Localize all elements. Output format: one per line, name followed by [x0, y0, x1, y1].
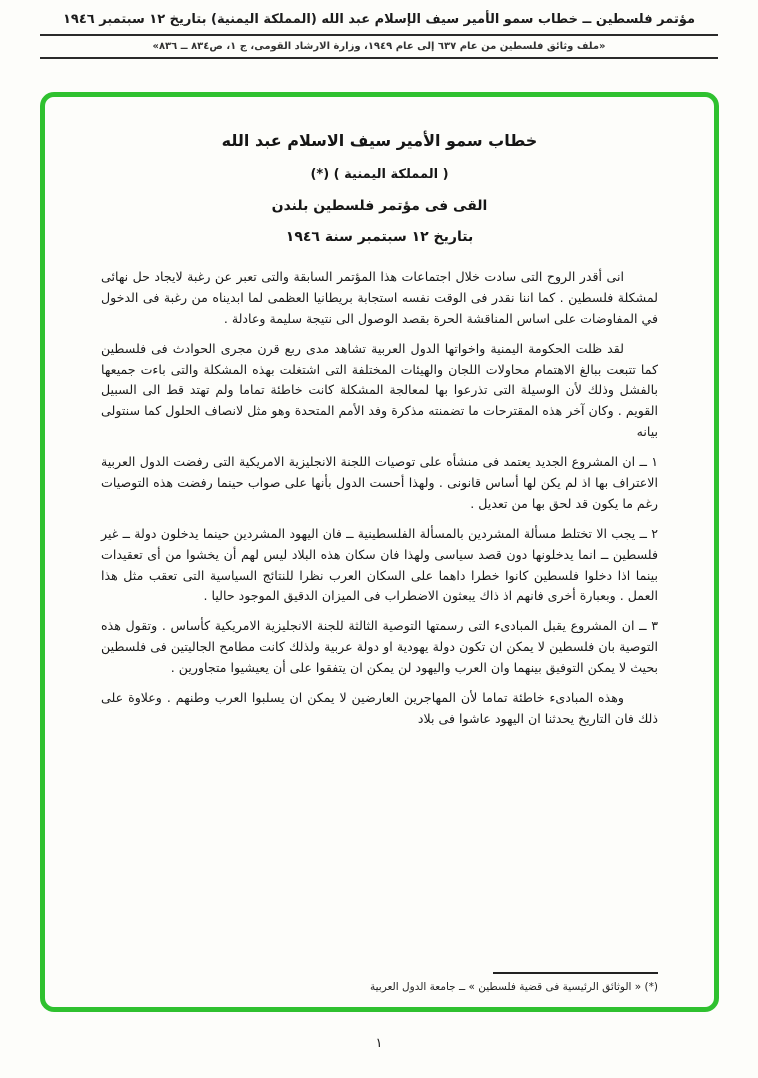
- footnote-divider: [493, 972, 658, 974]
- item-2-text: يجب الا تختلط مسألة المشردين بالمسألة الفلسطينية ــ فان اليهود المشردين حينما يدخلون دولة ــ غير فلسطين ــ انما يدخلونها دون قصد سياسى ولهذا فان سكان هذه البلاد ليس لهم أن يخشوا من أى تعقيدات بينما اذا دخلوا فلسطين كانوا خطرا داهما على السكان العرب نظرا للنتائج السياسية التى تعقب مثل هذا العمل . وبعبارة أخرى فانهم اذ ذاك يبعثون الاضطراب فى الميزان الدقيق الموجود حاليا .: [101, 525, 658, 604]
- scan-header: [0, 0, 758, 59]
- speech-subtitle-kingdom: ( المملكة اليمنية ) (*): [310, 167, 449, 182]
- paragraph-2: لقد ظلت الحكومة اليمنية واخواتها الدول العربية تشاهد مدى ربع قرن مجرى الحوادث فى فلسطين كما تتبعت ببالغ الاهتمام محاولات اللجان والهيئات المختلفة التى اشتغلت بهذه المشكلة والتى باءت جميعها بالفشل وذلك لأن الوسيلة التى تذرعوا بها لمعالجة المشكلة كانت خاطئة تماما ولم تهتد قط الى السبيل القويم . وكان آخر هذه المقترحات ما تضمنته مذكرة وفد الأمم المتحدة وهو مثل لانصاف الحلول كما سنتولى بيانه: [101, 340, 658, 440]
- item-3-text: ان المشروع يقبل المبادىء التى رسمتها التوصية الثالثة للجنة الانجليزية الامريكية كأساس . وتقول هذه التوصية بان فلسطين لا يمكن ان تكون دولة يهودية او دولة عربية ولذلك كانت مطامح الجاليتين فى فلسطين بحيث لا يمكن التوفيق بينهما وان العرب واليهود لن يمكن ان يتفقوا على أن يعيشيوا متجاورين .: [101, 618, 658, 676]
- green-highlight-border: [40, 92, 719, 1012]
- header-title: مؤتمر فلسطين ــ خطاب سمو الأمير سيف الإسلام عبد الله (المملكة اليمنية) بتاريخ ١٢ سبتمبر ١٩٤٦: [62, 12, 696, 27]
- numbered-item-3: [101, 616, 658, 679]
- header-source-line: «ملف وثائق فلسطين من عام ٦٣٧ إلى عام ١٩٤٩، وزارة الارشاد القومى، ج ١، ص٨٣٤ ــ ٨٣٦»: [152, 41, 606, 52]
- item-1-text: ان المشروع الجديد يعتمد فى منشأه على توصيات اللجنة الانجليزية الامريكية التى رفضت الدول العربية الاعتراف بها اذ لم يكن لها أساس قانونى . ولهذا أحست الدول بأنها على صواب حينما رفضت هذه التوصيات رغم ما يكون قد لحق بها من تعديل .: [101, 454, 658, 511]
- item-1-number: ١ ــ: [639, 454, 658, 470]
- footnote-text: (*) « الوثائق الرئيسية فى قضية فلسطين » ــ جامعة الدول العربية: [369, 981, 658, 993]
- numbered-item-1: [101, 452, 658, 515]
- header-divider-top: [40, 34, 718, 36]
- header-divider-bottom: [40, 57, 718, 59]
- footnote-block: [101, 972, 658, 993]
- document-title-block: [101, 131, 658, 245]
- speech-subtitle-date: بتاريخ ١٢ سبتمبر سنة ١٩٤٦: [285, 229, 474, 245]
- page-number: ١: [375, 1036, 383, 1051]
- item-2-number: ٢ ــ: [639, 525, 658, 541]
- closing-paragraph: وهذه المبادىء خاطئة تماما لأن المهاجرين العارضين لا يمكن ان يسلبوا العرب وطنهم . وعلاوة على ذلك فان التاريخ يحدثنا ان اليهود عاشوا فى بلاد: [101, 690, 658, 726]
- item-3-number: ٣ ــ: [639, 618, 658, 634]
- numbered-item-2: [101, 524, 658, 608]
- paragraph-1: انى أقدر الروح التى سادت خلال اجتماعات هذا المؤتمر السابقة والتى تعبر عن رغبة لايجاد حل نهائى لمشكلة فلسطين . كما اننا نقدر فى الوقت نفسه استجابة بريطانيا العظمى لما ابديناه من رغبة فى الدخول في المفاوضات على اساس المناقشة الحرة بقصد الوصول الى نتيجة سليمة وعادلة .: [101, 269, 658, 326]
- speech-title: خطاب سمو الأمير سيف الاسلام عبد الله: [221, 131, 538, 150]
- speech-subtitle-venue: القى فى مؤتمر فلسطين بلندن: [271, 198, 488, 214]
- document-body: [45, 97, 714, 1007]
